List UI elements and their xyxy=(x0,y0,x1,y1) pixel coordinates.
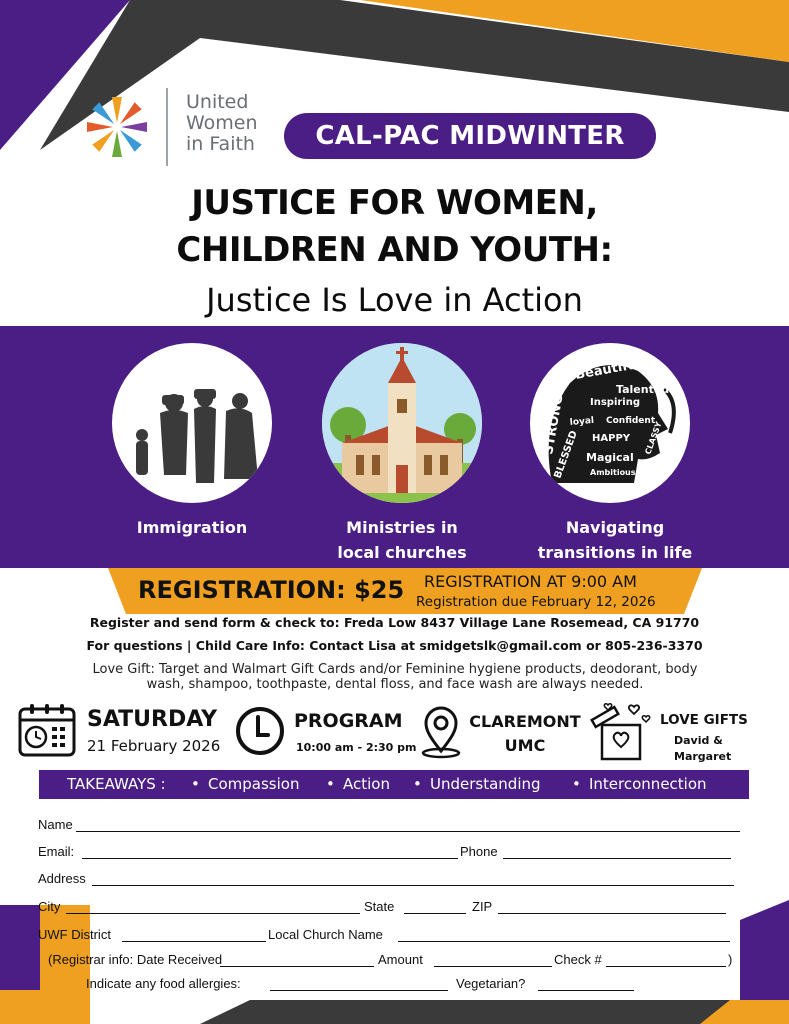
organization-name xyxy=(186,92,258,155)
form-row-allergies xyxy=(86,976,786,992)
allergies-label: Indicate any food allergies: xyxy=(86,976,241,991)
form-row-email xyxy=(38,844,748,860)
event-day: SATURDAY xyxy=(87,707,218,732)
takeaways-label: TAKEAWAYS : xyxy=(67,775,166,793)
form-row-address xyxy=(38,871,748,887)
contact-info: For questions | Child Care Info: Contact Lisa at smidgetslk@gmail.com or 805-236-3370 xyxy=(86,638,703,653)
headline-line-2: CHILDREN AND YOUTH: xyxy=(176,230,613,270)
topic-3-line-1: Navigating xyxy=(565,518,665,537)
check-number-field[interactable] xyxy=(606,952,726,967)
uwf-logo-icon xyxy=(82,92,152,162)
word-art-word: CLASSY xyxy=(643,420,664,456)
takeaway-understanding: Understanding xyxy=(430,775,541,793)
love-gifts-names-line-1: David & xyxy=(674,734,723,747)
venue-line-2: UMC xyxy=(504,736,546,755)
word-art-word: Inspiring xyxy=(590,397,641,408)
city-field[interactable] xyxy=(66,899,360,914)
love-gift-line-2: wash, shampoo, toothpaste, dental floss, and face wash are always needed. xyxy=(146,677,644,692)
form-row-district xyxy=(38,927,748,943)
program-label: PROGRAM xyxy=(294,710,403,732)
love-gift-line-1: Love Gift: Target and Walmart Gift Cards and/or Feminine hygiene products, deodorant, body xyxy=(92,662,698,677)
word-art-word: loyal xyxy=(569,415,595,428)
takeaway-bullet: • xyxy=(572,775,581,793)
district-label: UWF District xyxy=(38,927,111,942)
topic-2-line-1: Ministries in xyxy=(346,518,458,537)
love-gifts-names-line-2: Margaret xyxy=(674,750,732,763)
word-art-word: INDEPENDENT xyxy=(576,484,649,494)
program-time: 10:00 am - 2:30 pm xyxy=(296,741,417,754)
church-field[interactable] xyxy=(398,927,730,942)
form-row-registrar xyxy=(48,952,758,968)
check-label: Check # xyxy=(554,952,602,967)
clock-icon xyxy=(234,705,286,757)
takeaway-compassion: Compassion xyxy=(208,775,300,793)
word-art-word: STRONG xyxy=(541,393,567,456)
send-instructions: Register and send form & check to: Freda Low 8437 Village Lane Rosemead, CA 91770 xyxy=(89,615,700,630)
registration-time: REGISTRATION AT 9:00 AM xyxy=(424,572,637,591)
word-art-word: Confident xyxy=(606,416,656,426)
topic-ministries-label xyxy=(302,515,502,565)
registrar-close-paren: ) xyxy=(728,952,733,967)
email-label: Email: xyxy=(38,844,75,859)
event-date: 21 February 2026 xyxy=(87,737,221,755)
church-image xyxy=(322,343,482,503)
name-field[interactable] xyxy=(76,817,740,832)
logo-divider xyxy=(166,88,168,166)
word-art-word: BLESSED xyxy=(552,429,580,481)
state-field[interactable] xyxy=(404,899,466,914)
state-label: State xyxy=(364,899,395,914)
vegetarian-label: Vegetarian? xyxy=(456,976,526,991)
email-field[interactable] xyxy=(82,844,458,859)
org-line-3: in Faith xyxy=(186,133,255,155)
empowerment-word-art-image xyxy=(530,343,690,503)
address-label: Address xyxy=(38,871,86,886)
form-row-city xyxy=(38,899,748,915)
gift-box-icon xyxy=(590,701,652,761)
takeaway-interconnection: Interconnection xyxy=(589,775,707,793)
phone-field[interactable] xyxy=(503,844,731,859)
immigration-image xyxy=(112,343,272,503)
topic-1-line-1: Immigration xyxy=(136,518,248,537)
phone-label: Phone xyxy=(460,844,498,859)
takeaway-bullet: • xyxy=(413,775,422,793)
love-gifts-label: LOVE GIFTS xyxy=(660,712,748,728)
org-line-1: United xyxy=(186,91,249,113)
address-field[interactable] xyxy=(92,871,734,886)
form-row-name xyxy=(38,817,748,833)
vegetarian-field[interactable] xyxy=(538,976,634,991)
topic-3-line-2: transitions in life xyxy=(537,543,693,562)
date-received-field[interactable] xyxy=(220,952,374,967)
word-art-word: Beautiful xyxy=(574,356,643,383)
word-art-word: Ambitious xyxy=(590,468,636,477)
takeaway-bullet: • xyxy=(191,775,200,793)
word-art-word: Talented xyxy=(616,383,670,396)
word-art-word: Magical xyxy=(586,451,634,464)
takeaways-bar xyxy=(39,770,749,799)
amount-field[interactable] xyxy=(434,952,552,967)
zip-label: ZIP xyxy=(472,899,493,914)
event-badge: CAL-PAC MIDWINTER xyxy=(284,113,656,159)
headline-subtitle: Justice Is Love in Action xyxy=(206,281,583,319)
topic-2-line-2: local churches xyxy=(337,543,467,562)
takeaway-bullet: • xyxy=(326,775,335,793)
amount-label: Amount xyxy=(378,952,423,967)
love-gift-note xyxy=(50,662,740,692)
calendar-icon xyxy=(18,703,76,757)
registration-fee: REGISTRATION: $25 xyxy=(138,576,405,604)
org-line-2: Women xyxy=(186,112,258,134)
takeaway-action: Action xyxy=(343,775,390,793)
topic-immigration-label xyxy=(92,515,292,540)
district-field[interactable] xyxy=(122,927,266,942)
registration-due: Registration due February 12, 2026 xyxy=(416,594,656,610)
zip-field[interactable] xyxy=(498,899,726,914)
headline-line-1: JUSTICE FOR WOMEN, xyxy=(191,183,598,223)
allergies-field[interactable] xyxy=(270,976,448,991)
city-label: City xyxy=(38,899,61,914)
venue-line-1: CLAREMONT xyxy=(469,712,581,731)
name-label: Name xyxy=(38,817,73,832)
location-pin-icon xyxy=(418,703,464,759)
topic-transitions-label xyxy=(515,515,715,565)
registrar-label: (Registrar info: Date Received xyxy=(48,952,223,967)
church-label: Local Church Name xyxy=(268,927,383,942)
word-art-word: HAPPY xyxy=(592,433,631,444)
